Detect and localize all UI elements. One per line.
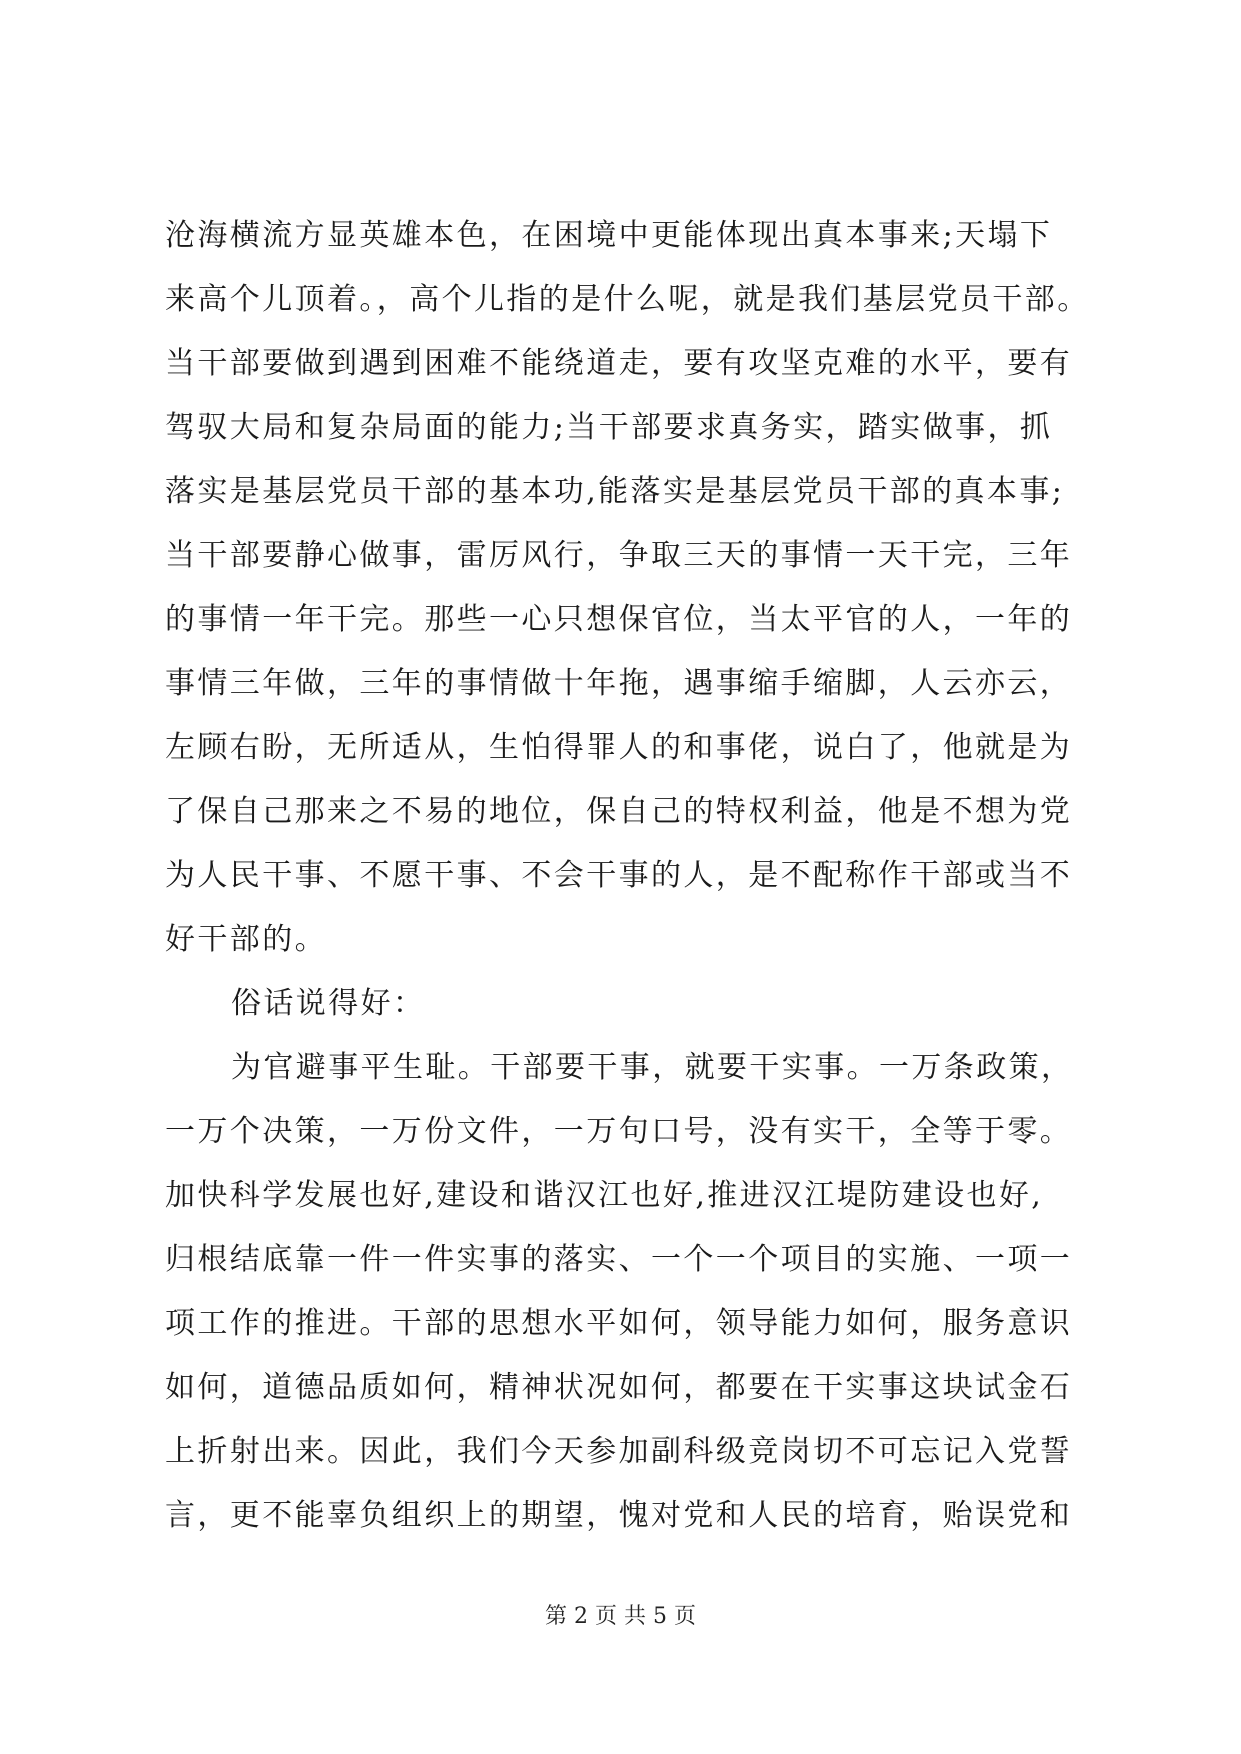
text-line: 归根结底靠一件一件实事的落实、一个一个项目的实施、一项一 xyxy=(165,1242,1073,1277)
text-line: 的事情一年干完。那些一心只想保官位，当太平官的人，一年的 xyxy=(165,602,1073,637)
text-line: 落实是基层党员干部的基本功,能落实是基层党员干部的真本事; xyxy=(165,474,1065,509)
text-line: 当干部要静心做事，雷厉风行，争取三天的事情一天干完，三年 xyxy=(165,538,1073,573)
page-number-label: 第 2 页 共 5 页 xyxy=(545,1604,696,1629)
text-line: 上折射出来。因此，我们今天参加副科级竞岗切不可忘记入党誓 xyxy=(165,1434,1073,1469)
document-body xyxy=(165,204,1095,1548)
text-line: 加快科学发展也好,建设和谐汉江也好,推进汉江堤防建设也好, xyxy=(165,1178,1044,1213)
text-line: 言，更不能辜负组织上的期望，愧对党和人民的培育，贻误党和 xyxy=(165,1498,1073,1533)
text-line: 驾驭大局和复杂局面的能力;当干部要求真务实，踏实做事，抓 xyxy=(165,410,1053,445)
text-line: 事情三年做，三年的事情做十年拖，遇事缩手缩脚，人云亦云， xyxy=(165,666,1073,701)
text-line: 当干部要做到遇到困难不能绕道走，要有攻坚克难的水平，要有 xyxy=(165,346,1073,381)
text-line: 如何，道德品质如何，精神状况如何，都要在干实事这块试金石 xyxy=(165,1370,1073,1405)
text-line: 了保自己那来之不易的地位，保自己的特权利益，他是不想为党 xyxy=(165,794,1073,829)
text-line: 一万个决策，一万份文件，一万句口号，没有实干，全等于零。 xyxy=(165,1114,1073,1149)
paragraph-start-line: 俗话说得好： xyxy=(231,986,426,1021)
text-line: 来高个儿顶着。，高个儿指的是什么呢，就是我们基层党员干部。 xyxy=(165,282,1090,317)
text-line: 项工作的推进。干部的思想水平如何，领导能力如何，服务意识 xyxy=(165,1306,1073,1341)
text-line: 沧海横流方显英雄本色，在困境中更能体现出真本事来;天塌下 xyxy=(165,218,1053,253)
text-line: 好干部的。 xyxy=(165,922,327,957)
paragraph-start-line: 为官避事平生耻。干部要干事，就要干实事。一万条政策， xyxy=(231,1050,1074,1085)
text-line: 左顾右盼，无所适从，生怕得罪人的和事佬，说白了，他就是为 xyxy=(165,730,1073,765)
text-line: 为人民干事、不愿干事、不会干事的人，是不配称作干部或当不 xyxy=(165,858,1073,893)
page-footer xyxy=(0,1602,1241,1632)
